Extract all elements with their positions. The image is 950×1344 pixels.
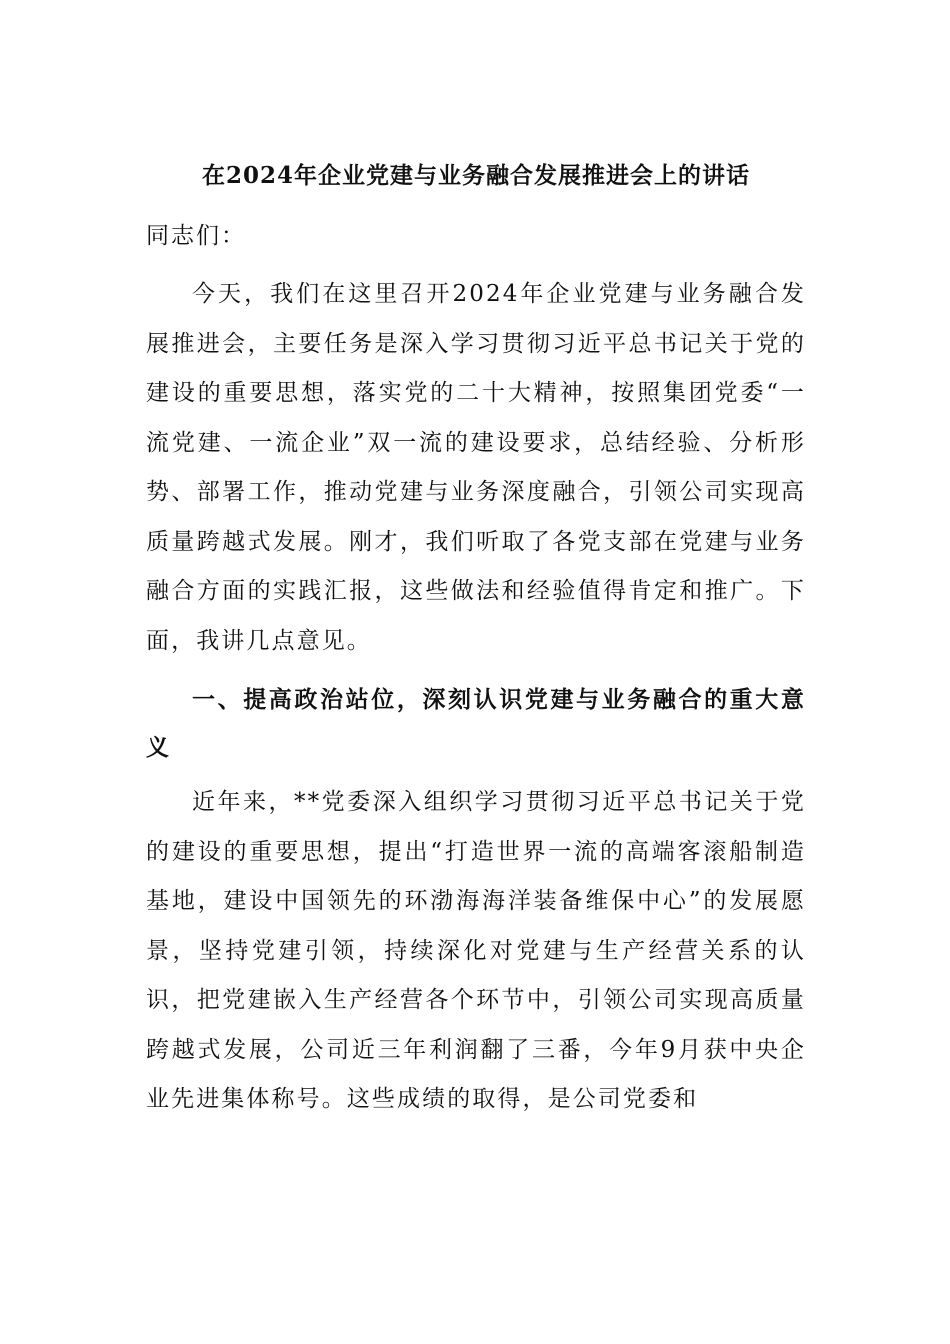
salutation: 同志们： (146, 223, 246, 249)
document-title: 在2024年企业党建与业务融合发展推进会上的讲话 (201, 162, 750, 189)
document-page (146, 146, 806, 1125)
intro-paragraph: 今天，我们在这里召开2024年企业党建与业务融合发展推进会，主要任务是深入学习贯彻习近平总书记关于党的建设的重要思想，落实党的二十大精神，按照集团党委“一流党建、一流企业”双一流的建设要求，总结经验、分析形势、部署工作，推动党建与业务深度融合，引领公司实现高质量跨越式发展。刚才，我们听取了各党支部在党建与业务融合方面的实践汇报，这些做法和经验值得肯定和推广。下面，我讲几点意见。 (146, 281, 806, 654)
section-1-paragraph: 近年来，**党委深入组织学习贯彻习近平总书记关于党的建设的重要思想，提出“打造世界一流的高端客滚船制造基地，建设中国领先的环渤海海洋装备维保中心”的发展愿景，坚持党建引领，持续深化对党建与生产经营关系的认识，把党建嵌入生产经营各个环节中，引领公司实现高质量跨越式发展，公司近三年利润翻了三番，今年9月获中央企业先进集体称号。这些成绩的取得，是公司党委和 (146, 789, 806, 1112)
section-heading-1: 一、提高政治站位，深刻认识党建与业务融合的重大意义 (146, 686, 806, 761)
